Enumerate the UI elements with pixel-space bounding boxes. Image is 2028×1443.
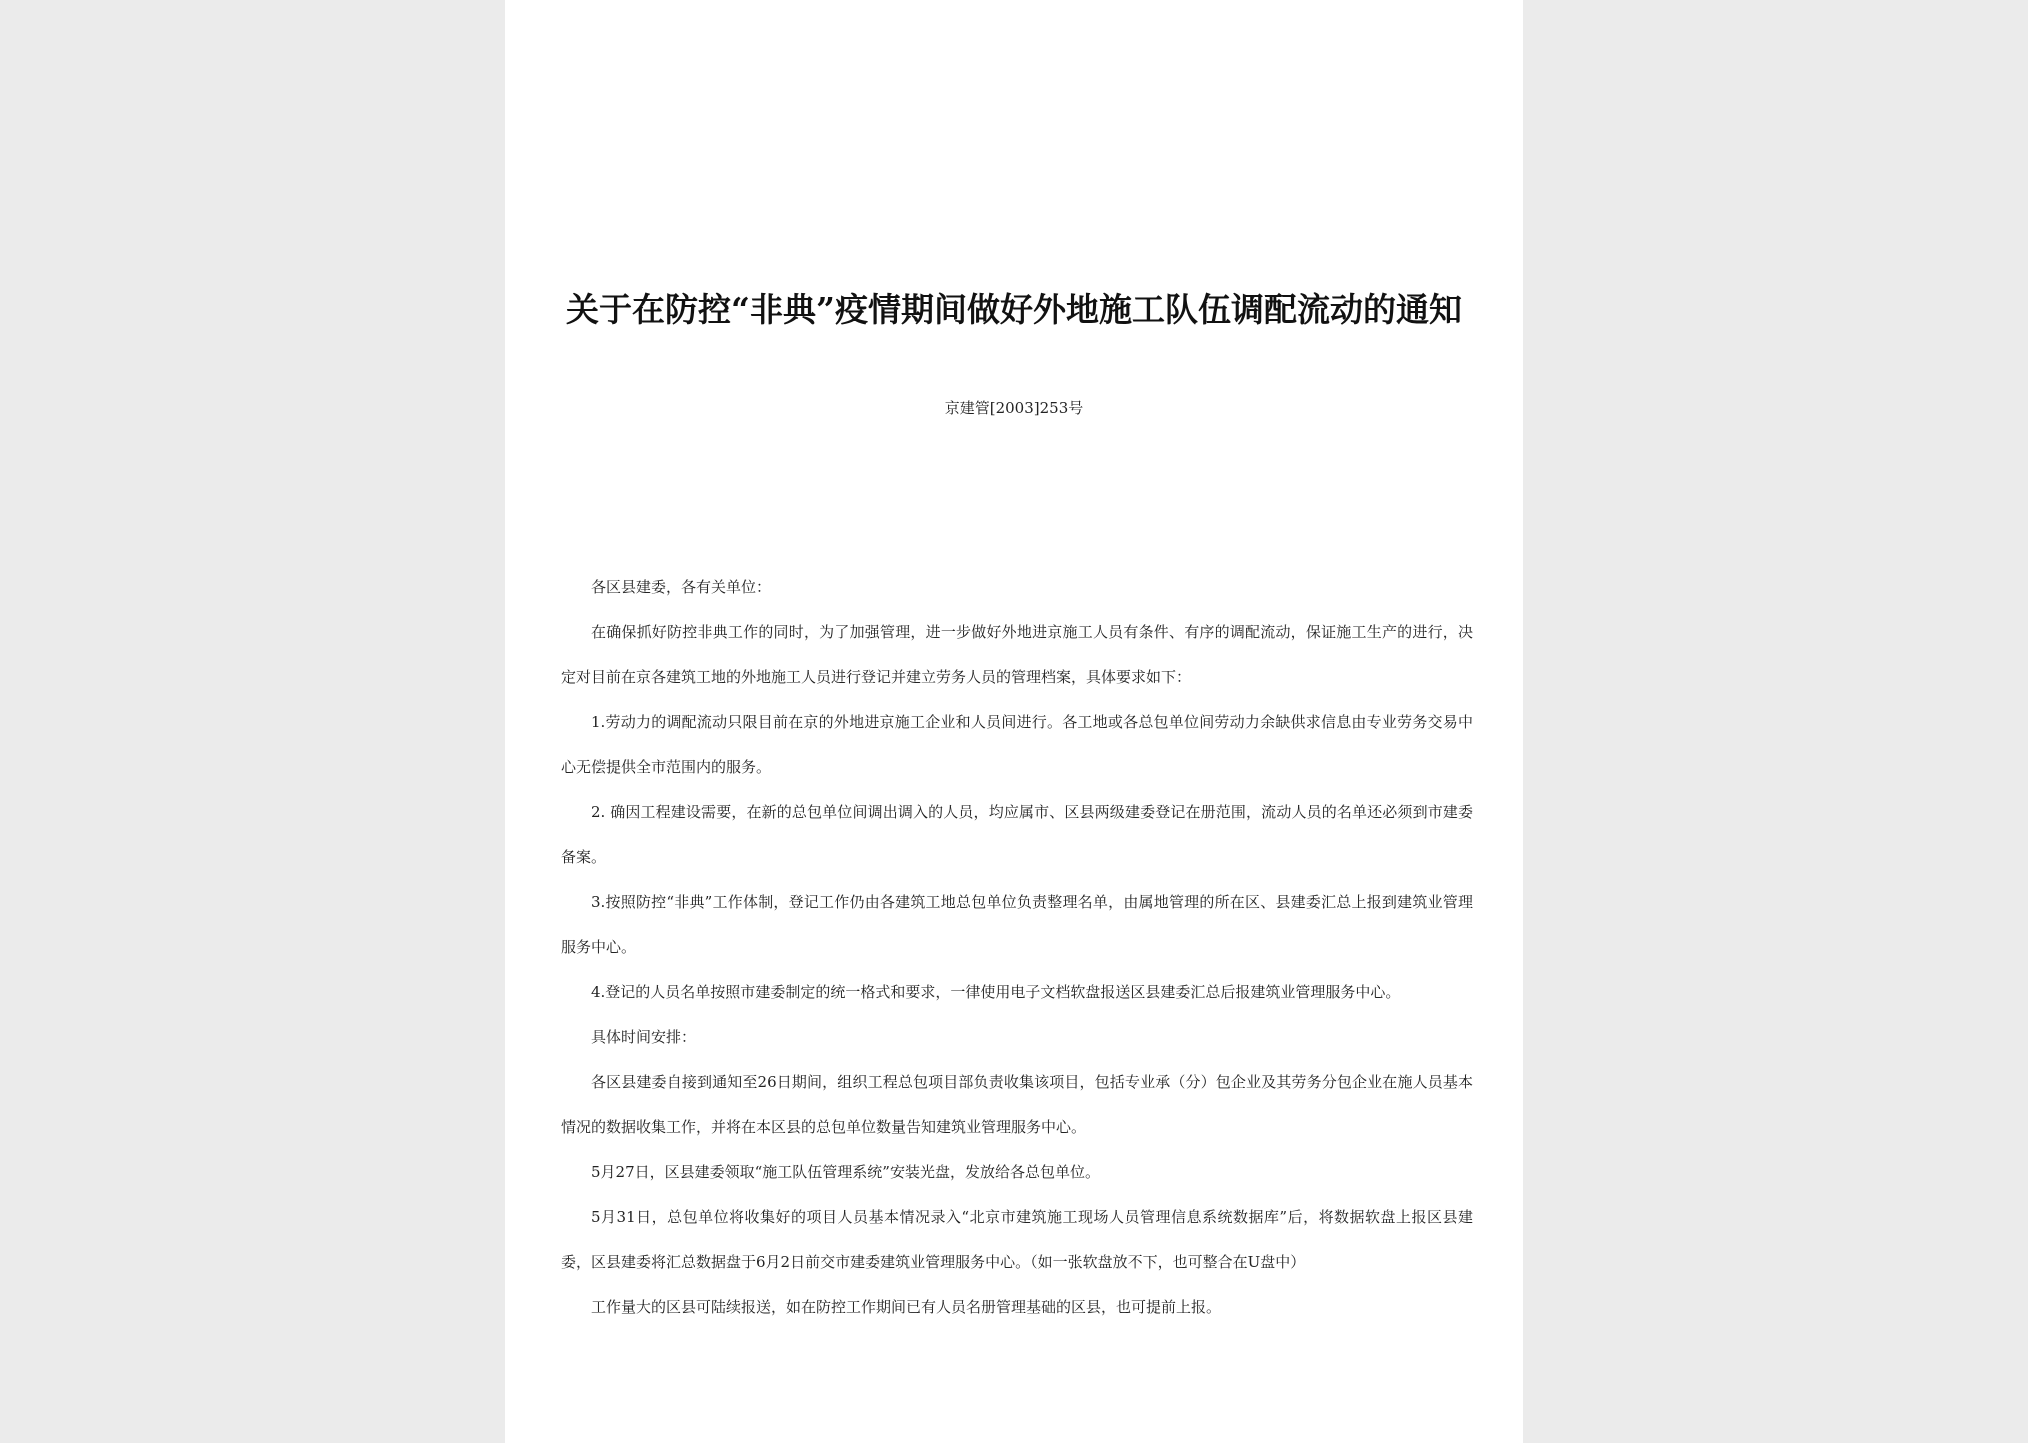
paragraph: 5月31日，总包单位将收集好的项目人员基本情况录入“北京市建筑施工现场人员管理信息系统数据库”后，将数据软盘上报区县建委，区县建委将汇总数据盘于6月2日前交市建委建筑业管理服务中心。（如一张软盘放不下，也可整合在U盘中） xyxy=(561,1208,1473,1271)
paragraph: 3.按照防控“非典”工作体制，登记工作仍由各建筑工地总包单位负责整理名单，由属地管理的所在区、县建委汇总上报到建筑业管理服务中心。 xyxy=(561,893,1473,956)
paragraph: 具体时间安排： xyxy=(591,1028,697,1046)
paragraph: 1.劳动力的调配流动只限目前在京的外地进京施工企业和人员间进行。各工地或各总包单位间劳动力余缺供求信息由专业劳务交易中心无偿提供全市范围内的服务。 xyxy=(561,713,1473,776)
document-page xyxy=(505,0,1523,1443)
paragraph: 2. 确因工程建设需要，在新的总包单位间调出调入的人员，均应属市、区县两级建委登记在册范围，流动人员的名单还必须到市建委备案。 xyxy=(561,803,1473,866)
paragraph: 在确保抓好防控非典工作的同时，为了加强管理，进一步做好外地进京施工人员有条件、有序的调配流动，保证施工生产的进行，决定对目前在京各建筑工地的外地施工人员进行登记并建立劳务人员的管理档案，具体要求如下： xyxy=(561,623,1473,686)
paragraph: 5月27日，区县建委领取“施工队伍管理系统”安装光盘，发放给各总包单位。 xyxy=(591,1163,1100,1181)
document-title: 关于在防控“非典”疫情期间做好外地施工队伍调配流动的通知 xyxy=(566,290,1462,329)
salutation: 各区县建委，各有关单位： xyxy=(591,578,772,596)
paragraph: 各区县建委自接到通知至26日期间，组织工程总包项目部负责收集该项目，包括专业承（分）包企业及其劳务分包企业在施人员基本情况的数据收集工作，并将在本区县的总包单位数量告知建筑业管理服务中心。 xyxy=(561,1073,1473,1136)
document-number: 京建管[2003]253号 xyxy=(944,399,1084,417)
paragraph: 工作量大的区县可陆续报送，如在防控工作期间已有人员名册管理基础的区县，也可提前上报。 xyxy=(591,1298,1222,1316)
document-body xyxy=(561,565,1473,1330)
paragraph: 4.登记的人员名单按照市建委制定的统一格式和要求，一律使用电子文档软盘报送区县建委汇总后报建筑业管理服务中心。 xyxy=(591,983,1401,1001)
